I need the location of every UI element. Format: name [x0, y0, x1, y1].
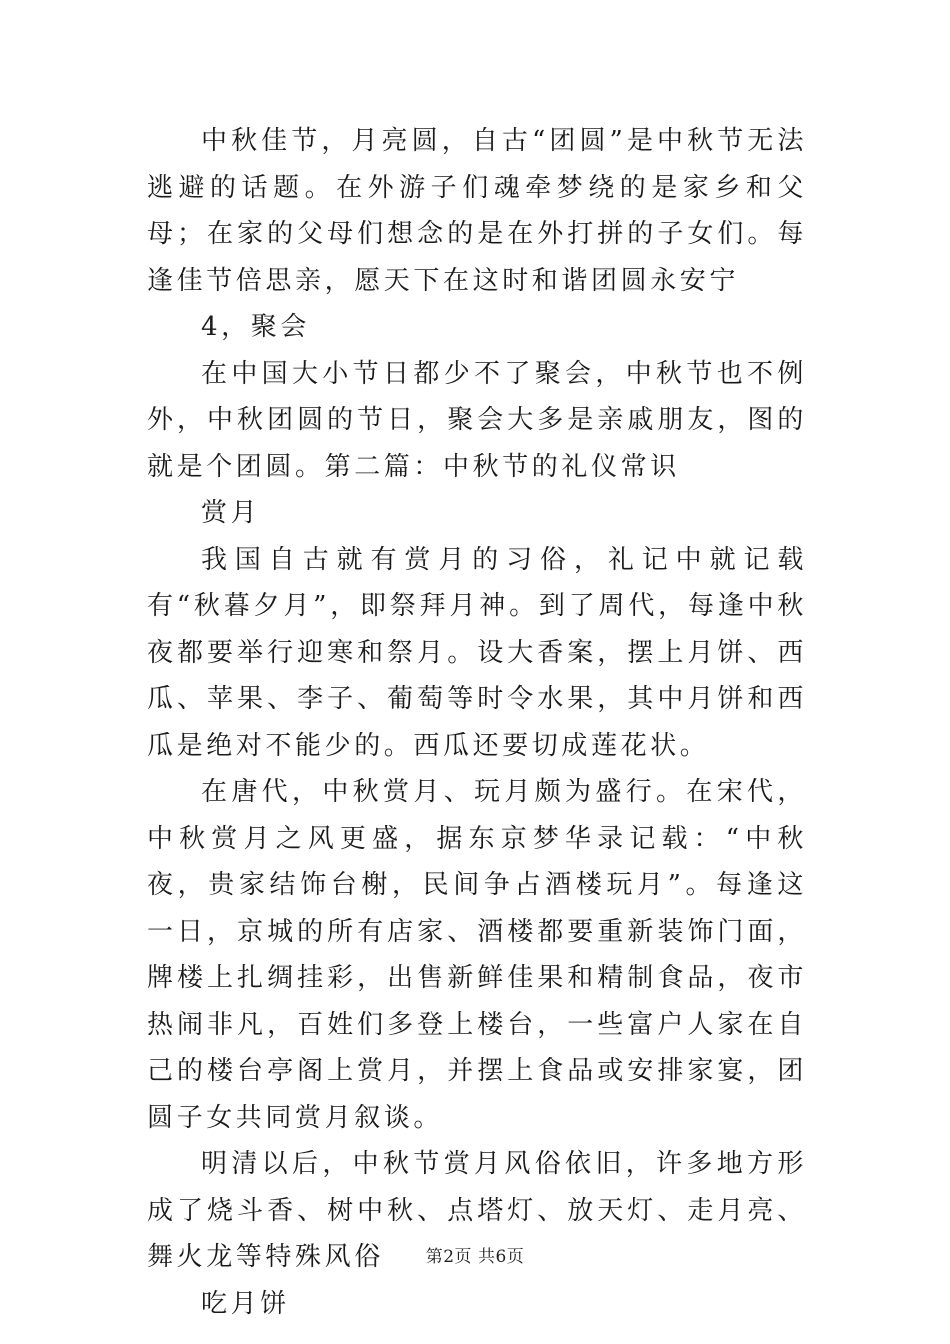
section-heading-gathering: 4，聚会 [201, 312, 310, 342]
document-body [147, 118, 807, 1327]
paragraph-tang-song: 在唐代，中秋赏月、玩月颇为盛行。在宋代，中秋赏月之风更盛，据东京梦华录记载：“中秋夜，贵家结饰台榭，民间争占酒楼玩月”。每逢这一日，京城的所有店家、酒楼都要重新装饰门面，牌楼上扎绸挂彩，出售新鲜佳果和精制食品，夜市热闹非凡，百姓们多登上楼台，一些富户人家在自己的楼台亭阁上赏月，并摆上食品或安排家宴，团圆子女共同赏月叙谈。 [147, 777, 807, 1133]
page-number-footer: 第2页 共6页 [425, 1247, 525, 1267]
section-heading-mooncake: 吃月饼 [201, 1288, 290, 1319]
paragraph-moon-worship: 我国自古就有赏月的习俗，礼记中就记载有“秋暮夕月”，即祭拜月神。到了周代，每逢中秋夜都要举行迎寒和祭月。设大香案，摆上月饼、西瓜、苹果、李子、葡萄等时令水果，其中月饼和西瓜是绝对不能少的。西瓜还要切成莲花状。 [147, 544, 807, 761]
paragraph-reunion: 中秋佳节，月亮圆，自古“团圆”是中秋节无法逃避的话题。在外游子们魂牵梦绕的是家乡和父母；在家的父母们想念的是在外打拼的子女们。每逢佳节倍思亲，愿天下在这时和谐团圆永安宁 [147, 126, 807, 296]
section-heading-moon-viewing: 赏月 [201, 498, 261, 528]
paragraph-gathering: 在中国大小节日都少不了聚会，中秋节也不例外，中秋团圆的节日，聚会大多是亲戚朋友，图的就是个团圆。第二篇：中秋节的礼仪常识 [147, 358, 807, 482]
paragraph-ming-qing: 明清以后，中秋节赏月风俗依旧，许多地方形成了烧斗香、树中秋、点塔灯、放天灯、走月亮、舞火龙等特殊风俗 [147, 1149, 807, 1272]
